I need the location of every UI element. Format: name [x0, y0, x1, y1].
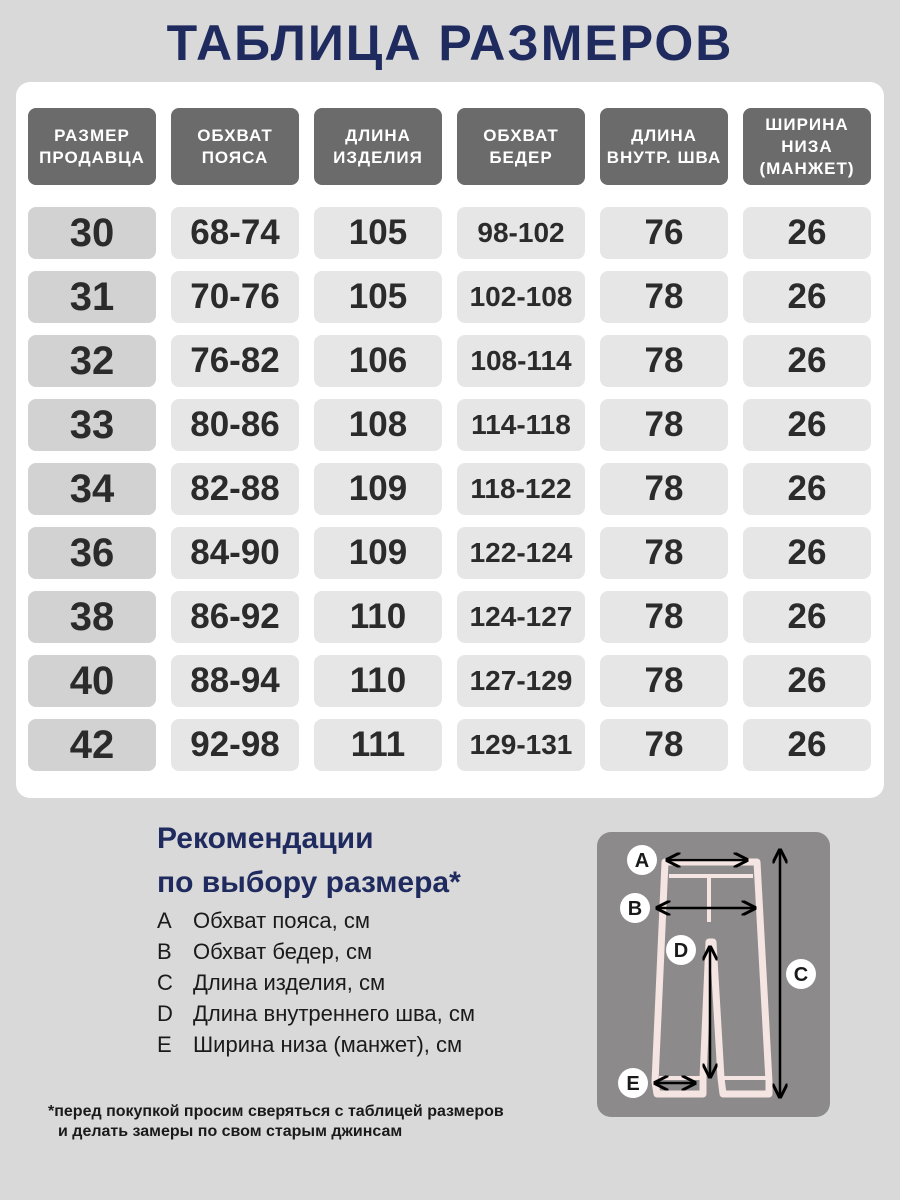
cell-cuff-width: 26 — [743, 463, 871, 515]
legend-text: Обхват бедер, см — [193, 939, 373, 964]
cell-cuff-width: 26 — [743, 335, 871, 387]
legend-letter: E — [157, 1032, 172, 1057]
legend-item — [157, 970, 577, 996]
cell-waist: 68-74 — [171, 207, 299, 259]
legend-item — [157, 939, 577, 965]
cell-inseam: 76 — [600, 207, 728, 259]
header-inseam: ДЛИНА ВНУТР. ШВА — [600, 108, 728, 185]
label-a: A — [634, 850, 650, 872]
cell-length: 109 — [314, 463, 442, 515]
cell-hips: 127-129 — [457, 655, 585, 707]
size-table-card — [16, 82, 884, 798]
cell-length: 105 — [314, 207, 442, 259]
cell-waist: 82-88 — [171, 463, 299, 515]
header-length: ДЛИНА ИЗДЕЛИЯ — [314, 108, 442, 185]
cell-seller-size: 32 — [28, 335, 156, 387]
legend-text: Ширина низа (манжет), см — [193, 1032, 463, 1057]
label-c: C — [793, 964, 809, 986]
cell-inseam: 78 — [600, 399, 728, 451]
pants-outline — [655, 862, 769, 1094]
legend-letter: B — [157, 939, 172, 964]
pants-diagram-svg — [597, 832, 830, 1117]
header-seller-size: РАЗМЕР ПРОДАВЦА — [28, 108, 156, 185]
cell-inseam: 78 — [600, 655, 728, 707]
cell-waist: 70-76 — [171, 271, 299, 323]
cell-hips: 102-108 — [457, 271, 585, 323]
cell-length: 111 — [314, 719, 442, 771]
cell-inseam: 78 — [600, 271, 728, 323]
footnote-line2: и делать замеры по свом старым джинсам — [58, 1123, 403, 1140]
pants-measurement-icon — [597, 832, 830, 1117]
legend-text: Длина изделия, см — [193, 970, 386, 995]
label-e: E — [626, 1073, 640, 1095]
recommendations-title-line2: по выбору размера* — [157, 866, 461, 899]
cell-seller-size: 40 — [28, 655, 156, 707]
cell-cuff-width: 26 — [743, 271, 871, 323]
cell-cuff-width: 26 — [743, 399, 871, 451]
cell-seller-size: 30 — [28, 207, 156, 259]
header-hips: ОБХВАТ БЕДЕР — [457, 108, 585, 185]
cell-seller-size: 36 — [28, 527, 156, 579]
cell-length: 108 — [314, 399, 442, 451]
header-cuff-width: ШИРИНА НИЗА (МАНЖЕТ) — [743, 108, 871, 185]
cell-inseam: 78 — [600, 463, 728, 515]
cell-cuff-width: 26 — [743, 527, 871, 579]
label-d: D — [673, 940, 689, 962]
cell-waist: 88-94 — [171, 655, 299, 707]
cell-seller-size: 31 — [28, 271, 156, 323]
cell-hips: 108-114 — [457, 335, 585, 387]
cell-cuff-width: 26 — [743, 719, 871, 771]
legend-text: Обхват пояса, см — [193, 908, 371, 933]
cell-seller-size: 34 — [28, 463, 156, 515]
footnote-line1: *перед покупкой просим сверяться с таблицей размеров — [48, 1103, 504, 1120]
cell-hips: 124-127 — [457, 591, 585, 643]
cell-hips: 118-122 — [457, 463, 585, 515]
legend-letter: D — [157, 1001, 173, 1026]
cell-length: 110 — [314, 591, 442, 643]
cell-hips: 129-131 — [457, 719, 585, 771]
cell-waist: 76-82 — [171, 335, 299, 387]
page-title: ТАБЛИЦА РАЗМЕРОВ — [166, 15, 734, 71]
cell-seller-size: 42 — [28, 719, 156, 771]
legend-item — [157, 908, 577, 934]
cell-inseam: 78 — [600, 719, 728, 771]
legend-letter: C — [157, 970, 173, 995]
cell-inseam: 78 — [600, 591, 728, 643]
cell-waist: 80-86 — [171, 399, 299, 451]
cell-seller-size: 33 — [28, 399, 156, 451]
legend-item — [157, 1001, 577, 1027]
cell-cuff-width: 26 — [743, 655, 871, 707]
cell-cuff-width: 26 — [743, 207, 871, 259]
cell-hips: 98-102 — [457, 207, 585, 259]
recommendations-title-line1: Рекомендации — [157, 822, 374, 855]
cell-length: 105 — [314, 271, 442, 323]
legend-letter: A — [157, 908, 172, 933]
cell-waist: 92-98 — [171, 719, 299, 771]
label-b: B — [627, 898, 643, 920]
legend-text: Длина внутреннего шва, см — [193, 1001, 476, 1026]
cell-inseam: 78 — [600, 527, 728, 579]
cell-waist: 86-92 — [171, 591, 299, 643]
cell-hips: 114-118 — [457, 399, 585, 451]
cell-length: 109 — [314, 527, 442, 579]
header-waist: ОБХВАТ ПОЯСА — [171, 108, 299, 185]
cell-waist: 84-90 — [171, 527, 299, 579]
cell-hips: 122-124 — [457, 527, 585, 579]
cell-seller-size: 38 — [28, 591, 156, 643]
legend-item — [157, 1032, 577, 1058]
cell-cuff-width: 26 — [743, 591, 871, 643]
cell-length: 106 — [314, 335, 442, 387]
cell-inseam: 78 — [600, 335, 728, 387]
cell-length: 110 — [314, 655, 442, 707]
